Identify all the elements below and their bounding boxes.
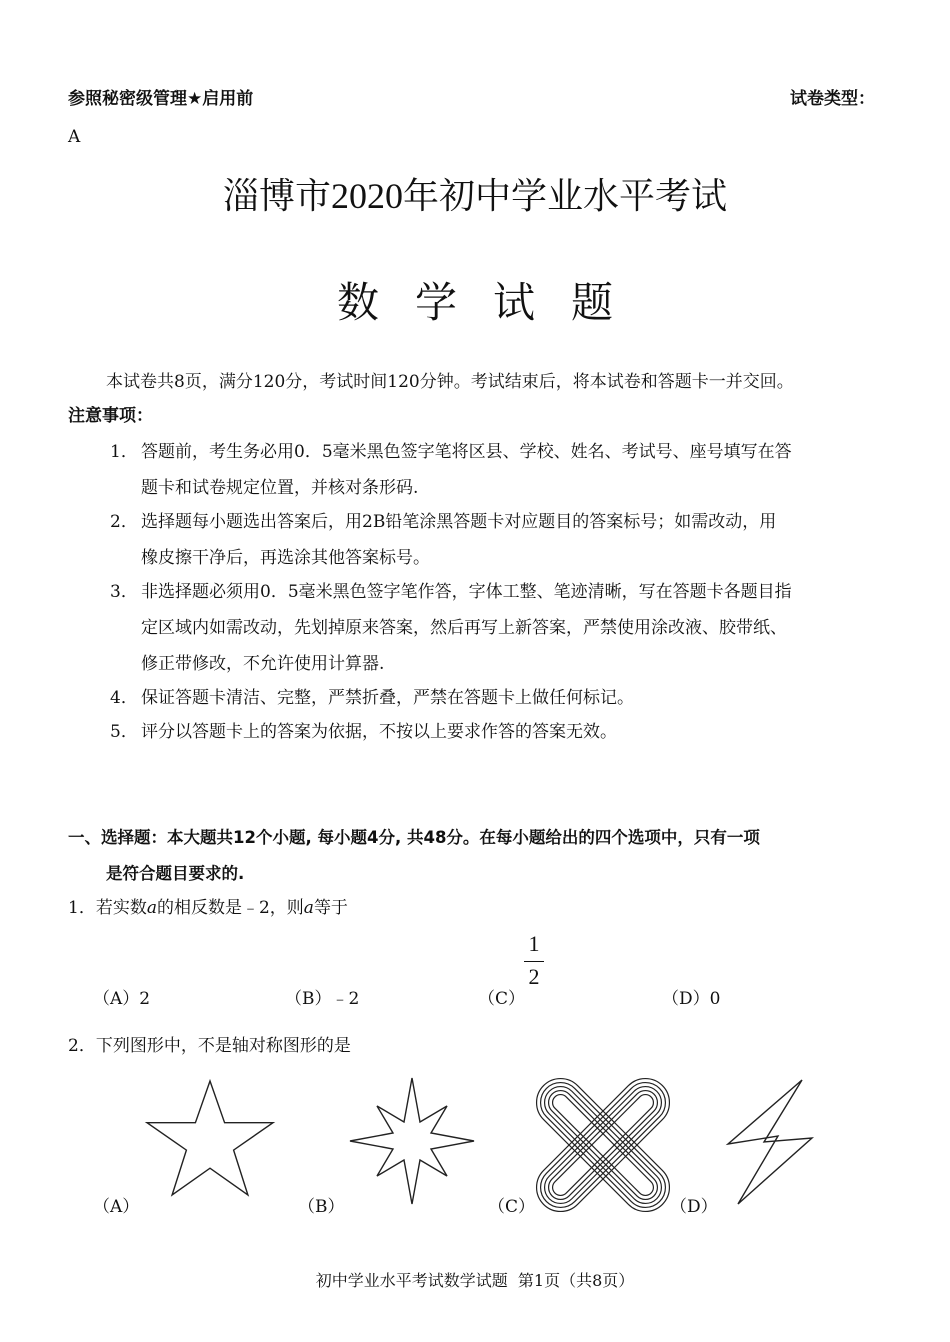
notice-heading: 注意事项： (68, 406, 153, 426)
page-footer: 初中学业水平考试数学试题 第1页（共8页） (315, 1271, 635, 1290)
confidentiality-label: 参照秘密级管理★启用前 (68, 89, 254, 109)
question-text: 下列图形中，不是轴对称图形的是 (95, 1036, 351, 1056)
subject-char: 学 (414, 278, 457, 327)
paper-type-letter: A (68, 127, 81, 147)
notice-item-num: 5． (110, 722, 138, 742)
fraction-bar (524, 961, 544, 962)
option-d: （D）0 (662, 989, 721, 1009)
subject-char: 题 (571, 278, 614, 327)
notice-item-line: 保证答题卡清洁、完整，严禁折叠，严禁在答题卡上做任何标记。 (141, 688, 634, 708)
fraction-denominator: 2 (528, 964, 540, 989)
subject-char: 数 (336, 278, 379, 327)
paper-type-label: 试卷类型： (790, 89, 875, 109)
lightning-bolt-figure (726, 1078, 816, 1208)
notice-item-line: 答题前，考生务必用0．5毫米黑色签字笔将区县、学校、姓名、考试号、座号填写在答 (141, 442, 792, 462)
figure-option-d: （D） (670, 1197, 718, 1217)
variable: a (303, 898, 314, 918)
notice-item-line: 定区域内如需改动，先划掉原来答案，然后再写上新答案，严禁使用涂改液、胶带纸、 (141, 618, 787, 638)
section-heading: 一、选择题：本大题共12个小题, 每小题4分, 共48分。在每小题给出的四个选项中，只有一项 (68, 828, 760, 847)
question-text: 若实数 (95, 898, 147, 918)
subject-char: 试 (493, 278, 536, 327)
variable: a (146, 898, 157, 918)
notice-item-line: 题卡和试卷规定位置，并核对条形码. (141, 478, 419, 498)
exam-title: 淄博市2020年初中学业水平考试 (222, 176, 727, 216)
interlaced-knot-figure (538, 1080, 668, 1210)
intro-text: 本试卷共8页，满分120分，考试时间120分钟。考试结束后，将本试卷和答题卡一并交回。 (106, 372, 794, 392)
notice-item-num: 1． (110, 442, 138, 462)
fraction-numerator: 1 (528, 931, 540, 956)
notice-item-line: 修正带修改，不允许使用计算器. (141, 654, 385, 674)
question-2 (68, 1034, 351, 1058)
option-c: （C） (478, 989, 526, 1009)
notice-item-num: 4． (110, 688, 138, 708)
option-b: （B）﹣2 (285, 989, 360, 1009)
question-number: 1． (68, 898, 96, 918)
notice-item-line: 非选择题必须用0．5毫米黑色签字笔作答，字体工整、笔迹清晰，写在答题卡各题目指 (141, 582, 792, 602)
figure-option-c: （C） (488, 1197, 536, 1217)
question-text: 的相反数是﹣2，则 (156, 898, 304, 918)
notice-item-num: 2． (110, 512, 138, 532)
question-number: 2． (68, 1036, 96, 1056)
option-a: （A）2 (93, 989, 151, 1009)
question-1 (68, 896, 348, 920)
eight-point-star-figure (347, 1076, 477, 1206)
notice-item-line: 选择题每小题选出答案后，用2B铅笔涂黑答题卡对应题目的答案标号；如需改动，用 (141, 512, 777, 532)
question-text: 等于 (313, 898, 348, 918)
subject-title (0, 270, 950, 330)
notice-item-num: 3． (110, 582, 138, 602)
figure-option-b: （B） (298, 1197, 345, 1217)
section-heading-cont: 是符合题目要求的. (106, 864, 245, 883)
five-point-star-figure (145, 1078, 275, 1203)
figure-option-a: （A） (93, 1197, 140, 1217)
notice-item-line: 评分以答题卡上的答案为依据，不按以上要求作答的答案无效。 (141, 722, 617, 742)
notice-item-line: 橡皮擦干净后，再选涂其他答案标号。 (141, 548, 430, 568)
